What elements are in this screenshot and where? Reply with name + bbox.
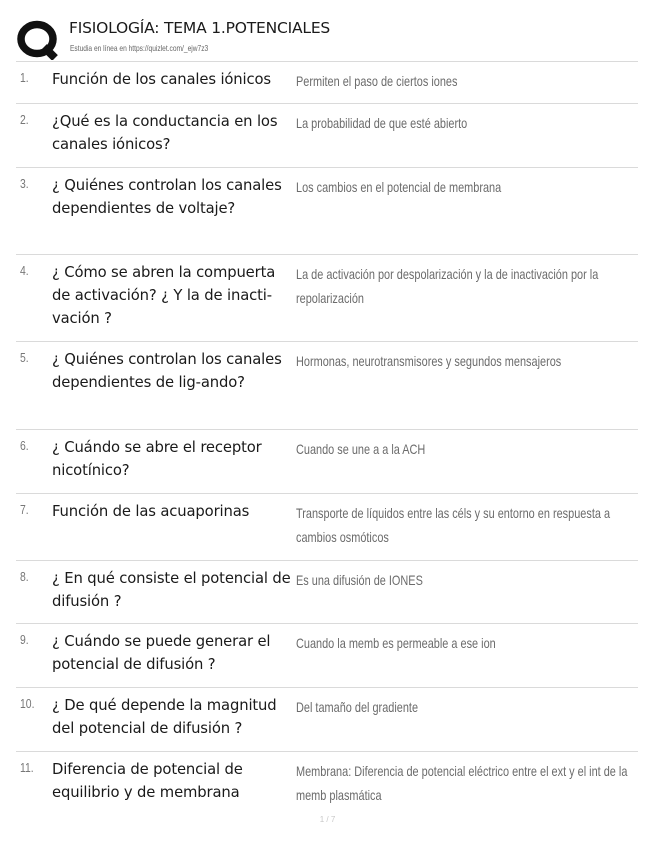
card-number: 10. [20, 696, 35, 711]
card-definition: Los cambios en el potencial de membrana [296, 179, 502, 195]
card-term: ¿ Cuándo se abre el receptor nicotínico? [52, 439, 262, 479]
card-term: ¿Qué es la conductancia en los canales iónicos? [52, 113, 278, 153]
card-term: ¿ Quiénes controlan los canales dependientes de voltaje? [52, 177, 282, 217]
card-term: ¿ De qué depende la magnitud del potencial de difusión ? [52, 697, 277, 737]
card-number: 4. [20, 263, 29, 278]
flashcard-row [16, 341, 638, 429]
card-definition: Es una difusión de IONES [296, 572, 423, 588]
card-definition: Permiten el paso de ciertos iones [296, 73, 458, 89]
card-definition: La probabilidad de que esté abierto [296, 115, 468, 131]
card-definition: Transporte de líquidos entre las céls y su entorno en respuesta a cambios osmóticos [296, 505, 611, 545]
card-number: 6. [20, 438, 29, 453]
card-term: Función de los canales iónicos [52, 71, 271, 88]
study-online-link[interactable]: Estudia en línea en https://quizlet.com/_ejw7z3 [70, 43, 209, 53]
document-header [17, 14, 639, 62]
flashcard-row [16, 254, 638, 341]
card-definition: Membrana: Diferencia de potencial eléctrico entre el ext y el int de la memb plasmática [296, 763, 628, 803]
card-term: Diferencia de potencial de equilibrio y de membrana [52, 761, 243, 801]
card-term: ¿ En qué consiste el potencial de difusión ? [52, 570, 291, 610]
card-number: 3. [20, 176, 29, 191]
card-number: 2. [20, 112, 29, 127]
card-definition: Del tamaño del gradiente [296, 699, 419, 715]
card-number: 1. [20, 70, 29, 85]
card-number: 8. [20, 569, 29, 584]
card-term: Función de las acuaporinas [52, 503, 250, 520]
flashcard-row [16, 493, 638, 560]
card-definition: Cuando se une a a la ACH [296, 441, 426, 457]
card-number: 9. [20, 632, 29, 647]
flashcard-row [16, 560, 638, 623]
quizlet-logo-icon [17, 20, 61, 60]
card-number: 5. [20, 350, 29, 365]
flashcard-row [16, 167, 638, 254]
flashcard-row [16, 687, 638, 751]
card-definition: Cuando la memb es permeable a ese ion [296, 635, 496, 651]
card-term: ¿ Quiénes controlan los canales dependientes de lig-ando? [52, 351, 282, 391]
card-number: 7. [20, 502, 29, 517]
card-definition: Hormonas, neurotransmisores y segundos mensajeros [296, 353, 562, 369]
card-number: 11. [20, 760, 34, 775]
card-definition: La de activación por despolarización y la de inactivación por la repolarización [296, 266, 599, 306]
flashcard-row [16, 61, 638, 103]
flashcard-list [16, 61, 638, 812]
flashcard-row [16, 623, 638, 687]
card-term: ¿ Cuándo se puede generar el potencial de difusión ? [52, 633, 271, 673]
document-title: FISIOLOGÍA: TEMA 1.POTENCIALES [69, 19, 331, 37]
page-number: 1 / 7 [319, 815, 336, 824]
flashcard-row [16, 429, 638, 493]
card-term: ¿ Cómo se abren la compuerta de activación? ¿ Y la de inacti-vación ? [52, 264, 276, 327]
flashcard-row [16, 103, 638, 167]
flashcard-row [16, 751, 638, 812]
